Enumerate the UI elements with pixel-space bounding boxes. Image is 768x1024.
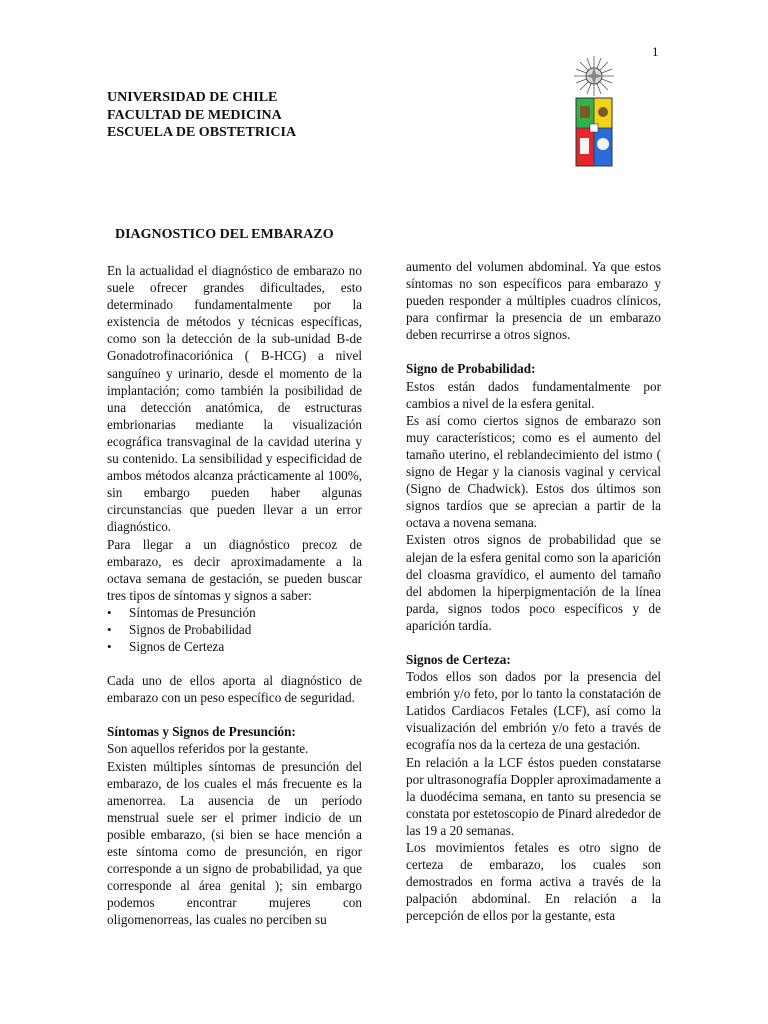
certeza-paragraph-3: Los movimientos fetales es otro signo de certeza de embarazo, los cuales son demostrados en forma activa a través de la palpación abdominal. En relación a la percepción de ellos por la gestante, esta (406, 840, 661, 924)
weight-paragraph: Cada uno de ellos aporta al diagnóstico de embarazo con un peso específico de seguridad. (107, 673, 362, 706)
faculty-name: FACULTAD DE MEDICINA (107, 107, 282, 123)
presuncion-paragraph-1: Son aquellos referidos por la gestante. (107, 741, 309, 757)
certeza-paragraph-1: Todos ellos son dados por la presencia del embrión y/o feto, por lo tanto la constatación de Latidos Cardiacos Fetales (LCF), así como la visualización del embrión y/o feto a través de ecografía nos da la certeza de una gestación. (406, 669, 661, 753)
certeza-paragraph-2: En relación a la LCF éstos pueden constatarse por ultrasonografía Doppler aproximadamente a la duodécima semana, en tanto su presencia se constata por estetoscopio de Pinard alrededor de las 19 a 20 semanas. (406, 754, 661, 838)
probabilidad-heading: Signo de Probabilidad: (406, 361, 536, 377)
document-title: DIAGNOSTICO DEL EMBARAZO (115, 227, 334, 242)
probabilidad-paragraph-2: Es así como ciertos signos de embarazo son muy característicos; como es el aumento del tamaño uterino, el reblandecimiento del istmo ( signo de Hegar y la cianosis vaginal y cervical (Signo de Chadwick). Estos dos últimos son signos tardíos que se aprecian a partir de la octava a novena semana. (406, 412, 661, 531)
early-diagnosis-paragraph: Para llegar a un diagnóstico precoz de embarazo, es decir aproximadamente a la octava semana de gestación, se pueden buscar tres tipos de síntomas y signos a saber: (107, 536, 362, 603)
presuncion-paragraph-2: Existen múltiples síntomas de presunción del embarazo, de los cuales el más frecuente es la amenorrea. La ausencia de un período menstrual suele ser el primer indicio de un posible embarazo, (si bien se hace mención a este síntoma como de presunción, en rigor corresponde a un signo de probabilidad, ya que corresponde al área genital ); sin embargo podemos encontrar mujeres con oligomenorreas, las cuales no perciben su (107, 758, 362, 928)
shield-icon (576, 98, 612, 166)
header (107, 89, 296, 142)
probabilidad-paragraph-3: Existen otros signos de probabilidad que se alejan de la esfera genital como son la aparición del cloasma gravídico, el aumento del tamaño del abdomen la hiperpigmentación de la línea parda, signos todos poco específicos y de aparición tardía. (406, 532, 661, 633)
continuation-paragraph: aumento del volumen abdominal. Ya que estos síntomas no son específicos para embarazo y pueden responder a múltiples cuadros clínicos, para confirmar la presencia de un embarazo deben recurrirse a otros signos. (406, 259, 661, 343)
probabilidad-paragraph-1: Estos están dados fundamentalmente por cambios a nivel de la esfera genital. (406, 378, 661, 411)
certeza-heading: Signos de Certeza: (406, 651, 511, 667)
school-name: ESCUELA DE OBSTETRICIA (107, 125, 297, 140)
presuncion-heading: Síntomas y Signos de Presunción: (107, 724, 296, 740)
university-crest-icon (566, 54, 622, 170)
list-item: • Síntomas de Presunción (107, 604, 362, 621)
page-number: 1 (652, 44, 659, 59)
university-name: UNIVERSIDAD DE CHILE (107, 90, 278, 105)
left-column (107, 262, 362, 928)
sign-types-list (107, 604, 362, 655)
list-item: • Signos de Probabilidad (107, 621, 362, 638)
list-item: • Signos de Certeza (107, 638, 362, 655)
intro-paragraph: En la actualidad el diagnóstico de embarazo no suele ofrecer grandes dificultades, esto determinado fundamentalmente por la existencia de métodos y técnicas específicas, como son la detección de la sub-unidad B-de Gonadotrofinacoriónica ( B-HCG) a nivel sanguíneo y urinario, desde el momento de la implantación; como también la posibilidad de una detección anatómica, de estructuras embrionarias mediante la visualización ecográfica transvaginal de la cavidad uterina y su contenido. La sensibilidad y especificidad de ambos métodos alcanza prácticamente al 100%, sin embargo pueden haber algunas circunstancias que pueden llevar a un error diagnóstico. (107, 263, 362, 535)
right-column (406, 258, 661, 924)
